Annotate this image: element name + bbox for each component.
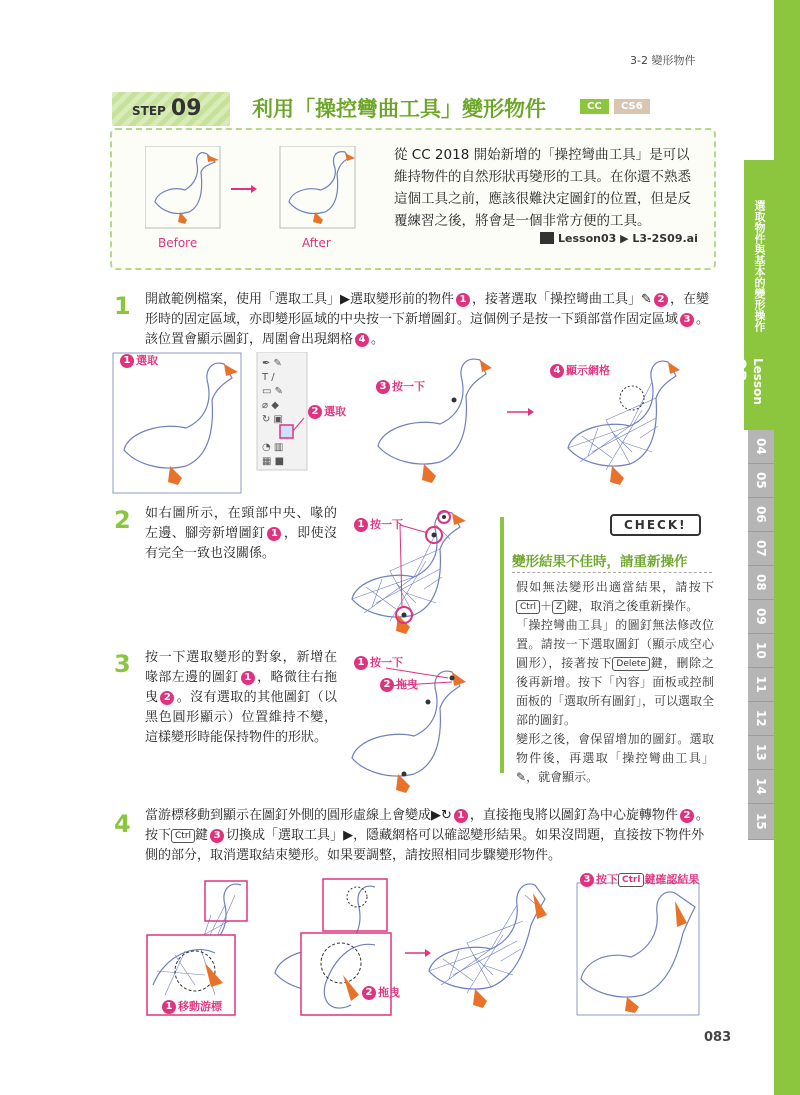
badge-cc: CC — [580, 99, 609, 114]
sidebar-tab-09[interactable]: 09 — [748, 600, 774, 634]
sidebar-tab-11[interactable]: 11 — [748, 668, 774, 702]
svg-text:✒ ✎: ✒ ✎ — [262, 358, 282, 369]
section-header: 3-2 變形物件 — [630, 54, 696, 67]
step-badge — [112, 92, 230, 126]
callout-select-2: 2 選取 — [306, 403, 346, 419]
step1-text: 開啟範例檔案，使用「選取工具」▶選取變形前的物件 1 ，接著選取「操控彎曲工具」✎ 2 ，在變形時的固定區域，亦即變形區域的中央按一下新增圖釘。這個例子是按一下頸部當作固定區域 3 。該位置會顯示圖釘，周圍會出現網格 4 。 — [145, 292, 710, 347]
step4-text: 當游標移動到顯示在圖釘外側的圓形虛線上會變成▶↻ 1 ，直接拖曳將以圖釘為中心旋轉物件 2 。按下 Ctrl 鍵 3 切換成「選取工具」▶，隱藏網格可以確認變形結果。如果沒問題，直接按下物件外側的部分，取消選取結束變形。如果要調整，請按照相同步驟變形物件。 — [145, 808, 709, 863]
sidebar-tab-05[interactable]: 05 — [748, 464, 774, 498]
page-number: 083 — [704, 1030, 732, 1045]
svg-text:↻ ▣: ↻ ▣ — [262, 414, 284, 425]
sidebar-lesson — [729, 350, 774, 430]
step-title: 利用「操控彎曲工具」變形物件 — [252, 97, 546, 121]
puppet-warp-icon: ✎ — [516, 770, 527, 784]
sidebar-tab-08[interactable]: 08 — [748, 566, 774, 600]
rotate-cursor-icon: ▶↻ — [431, 808, 452, 823]
sidebar-tab-10[interactable]: 10 — [748, 634, 774, 668]
step4-number: 4 — [114, 810, 131, 838]
step4-callout-move: 1 移動游標 — [160, 998, 222, 1014]
step3-text: 按一下選取變形的對象，新增在喙部左邊的圖釘 1 ，略微往右拖曳 2 。沒有選取的其他圖釘（以黑色圓形顯示）位置維持不變，這樣變形時能保持物件的形狀。 — [145, 650, 337, 745]
step1-illustration — [112, 352, 742, 497]
sidebar-chapter: 選取物件與基本的變形操作 — [744, 160, 774, 350]
step4-callout-confirm: 3 按下 Ctrl 鍵確認結果 — [578, 871, 699, 887]
step4-callout-drag: 2 拖曳 — [360, 984, 400, 1000]
step4-illustration — [145, 875, 705, 1025]
selection-tool-icon: ▶ — [340, 292, 351, 307]
file-reference: Lesson03 ▶ L3-2S09.ai — [540, 232, 698, 245]
before-after-illustration — [145, 146, 375, 246]
check-body: 假如無法變形出適當結果，請按下Ctrl ＋ Z 鍵，取消之後重新操作。 「操控彎曲工具」的圖釘無法修改位置。請按一下選取圖釘（顯示成空心圓形），接著按下 Delete 鍵，刪除之後再新增。按下「內容」面板或控制面板的「選取所有圖釘」，可以選取全部的圖釘。 變形之後，會保留增加的圖釘。選取物件後，再選取「操控彎曲工具」✎，就會顯示。 — [516, 580, 715, 784]
step1-number: 1 — [114, 292, 131, 320]
step3-callout-click: 1 按一下 — [352, 654, 403, 670]
step3-callout-drag: 2 拖曳 — [378, 676, 418, 692]
download-icon — [540, 232, 554, 244]
callout-show-mesh: 4 顯示網格 — [548, 362, 610, 378]
lesson-current: 03 — [729, 358, 749, 382]
after-label: After — [302, 236, 331, 250]
lesson-label: Lesson — [751, 358, 765, 405]
puppet-warp-icon: ✎ — [641, 292, 652, 307]
right-edge-bar — [774, 0, 800, 1095]
sidebar-tab-12[interactable]: 12 — [748, 702, 774, 736]
sidebar-tab-13[interactable]: 13 — [748, 736, 774, 770]
check-badge: CHECK! — [610, 514, 701, 536]
sidebar-tab-14[interactable]: 14 — [748, 770, 774, 804]
before-label: Before — [158, 236, 198, 250]
svg-text:◔ ▥: ◔ ▥ — [262, 442, 284, 453]
svg-text:⌀ ◆: ⌀ ◆ — [262, 400, 279, 411]
sidebar-tab-07[interactable]: 07 — [748, 532, 774, 566]
check-divider — [512, 572, 712, 573]
step2-number: 2 — [114, 506, 131, 534]
step-label: STEP — [132, 104, 166, 118]
svg-text:▦ ■: ▦ ■ — [262, 456, 285, 467]
intro-text: 從 CC 2018 開始新增的「操控彎曲工具」是可以維持物件的自然形狀再變形的工具。在你還不熟悉這個工具之前，應該很難決定圖釘的位置，但是反覆練習之後，將會是一個非常方便的工具。 — [394, 147, 691, 229]
check-title: 變形結果不佳時，請重新操作 — [512, 554, 688, 570]
svg-text:T /: T / — [262, 372, 275, 383]
sidebar-tab-15[interactable]: 15 — [748, 804, 774, 840]
selection-tool-icon: ▶ — [343, 828, 354, 843]
svg-text:▭ ✎: ▭ ✎ — [262, 386, 284, 397]
sidebar-tab-04[interactable]: 04 — [748, 430, 774, 464]
step3-number: 3 — [114, 650, 131, 678]
badge-cs6: CS6 — [614, 99, 650, 114]
step-number: 09 — [170, 96, 202, 121]
step2-text: 如右圖所示，在頸部中央、喙的左邊、腳旁新增圖釘 1 ，即使沒有完全一致也沒關係。 — [145, 506, 337, 561]
step2-callout-click: 1 按一下 — [352, 516, 403, 532]
callout-click: 3 按一下 — [374, 378, 425, 394]
sidebar-tab-06[interactable]: 06 — [748, 498, 774, 532]
callout-select-1: 1 選取 — [118, 352, 158, 368]
